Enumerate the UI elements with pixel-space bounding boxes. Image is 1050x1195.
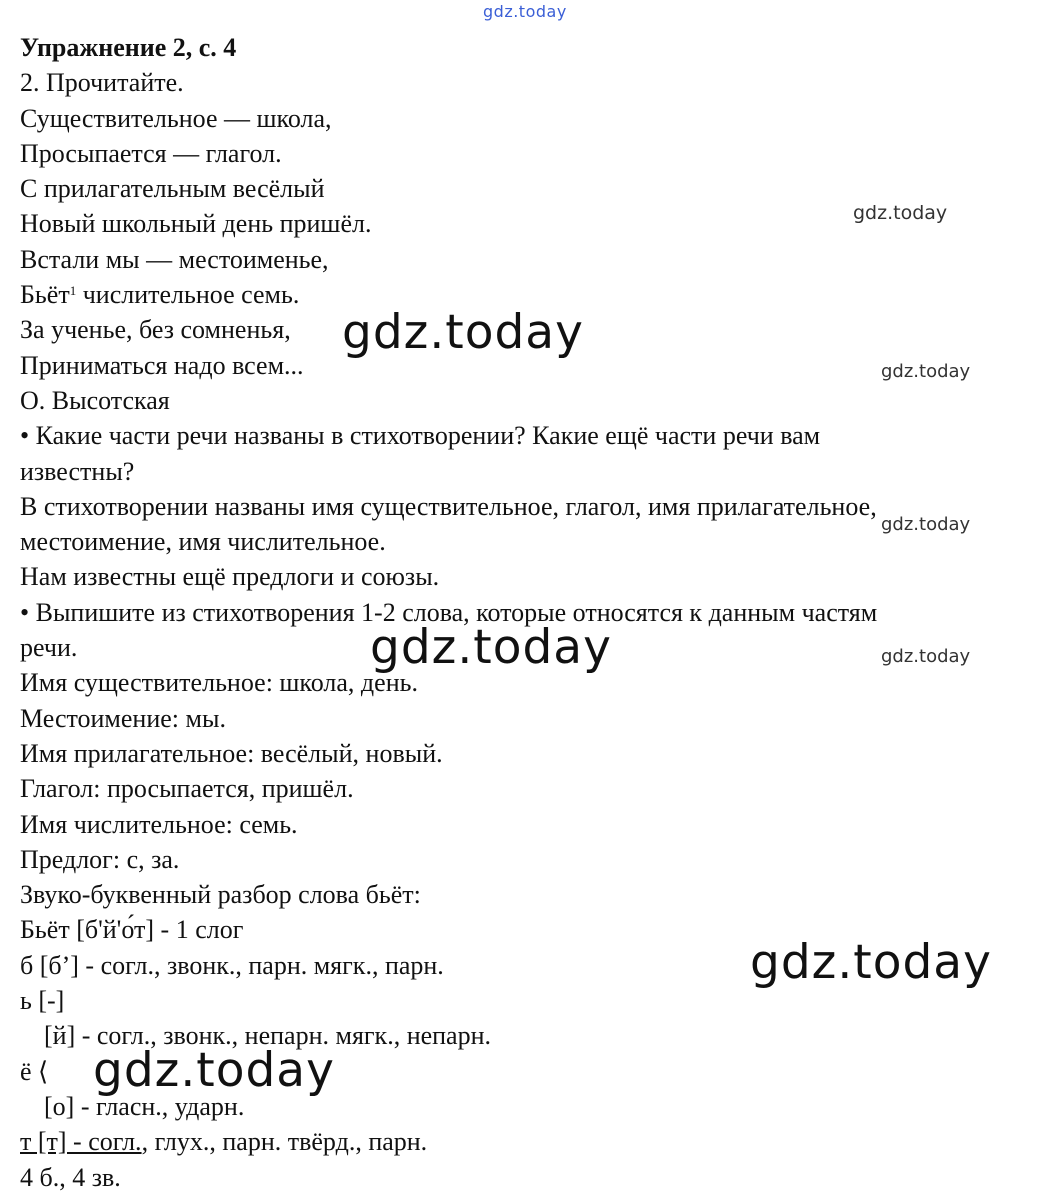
- poem-line: За ученье, без сомненья,: [20, 315, 291, 345]
- analysis-sound: [й] - согл., звонк., непарн. мягк., непарн.: [44, 1021, 492, 1051]
- exercise-content: [20, 30, 1040, 1195]
- question-text: речи.: [20, 633, 78, 663]
- watermark: gdz.today: [881, 646, 971, 667]
- watermark: gdz.today: [853, 202, 948, 224]
- poem-word: Бьёт: [20, 280, 70, 310]
- watermark: gdz.today: [881, 361, 971, 382]
- answer-text: Нам известны ещё предлоги и союзы.: [20, 562, 440, 592]
- watermark-top: gdz.today: [483, 2, 567, 21]
- poem-line-rest: числительное семь.: [76, 280, 300, 310]
- watermark: gdz.today: [750, 935, 992, 990]
- poem: [20, 101, 1040, 419]
- answer-text: местоимение, имя числительное.: [20, 527, 386, 557]
- analysis-heading: Звуко-буквенный разбор слова бьёт:: [20, 880, 421, 910]
- poem-line: Встали мы — местоименье,: [20, 244, 329, 274]
- answer-noun: Имя существительное: школа, день.: [20, 668, 418, 698]
- question-text: известны?: [20, 456, 135, 486]
- analysis-letter: ь [-]: [20, 986, 65, 1016]
- analysis-letter: б [б’] - согл., звонк., парн. мягк., парн.: [20, 950, 444, 980]
- poem-line: Просыпается — глагол.: [20, 138, 282, 168]
- answer-verb: Глагол: просыпается, пришёл.: [20, 774, 354, 804]
- answer-preposition: Предлог: с, за.: [20, 844, 180, 874]
- poem-line: С прилагательным весёлый: [20, 174, 325, 204]
- analysis-letter: [20, 1124, 1040, 1159]
- analysis-word: Бьёт [б'й'о́т] - 1 слог: [20, 915, 244, 945]
- task-instruction: 2. Прочитайте.: [20, 68, 184, 98]
- watermark: gdz.today: [881, 514, 971, 535]
- watermark: gdz.today: [93, 1043, 335, 1098]
- answer-pronoun: Местоимение: мы.: [20, 703, 226, 733]
- phonetic-analysis: [20, 877, 1040, 1195]
- question-text: • Какие части речи названы в стихотворении? Какие ещё части речи вам: [20, 421, 821, 451]
- footnote-marker: 1: [69, 283, 77, 299]
- question-text: • Выпишите из стихотворения 1-2 слова, которые относятся к данным частям: [20, 597, 878, 627]
- answer-numeral: Имя числительное: семь.: [20, 809, 298, 839]
- exercise-title: Упражнение 2, с. 4: [20, 33, 237, 62]
- analysis-sound: [о] - гласн., ударн.: [44, 1091, 245, 1121]
- question-2: [20, 595, 1040, 877]
- poem-line: Новый школьный день пришёл.: [20, 209, 372, 239]
- poem-author: О. Высотская: [20, 385, 170, 415]
- analysis-total: 4 б., 4 зв.: [20, 1162, 121, 1192]
- watermark: gdz.today: [370, 620, 612, 675]
- analysis-underlined: т [т] - согл.: [20, 1127, 142, 1157]
- question-1: [20, 418, 1040, 594]
- watermark: gdz.today: [342, 305, 584, 360]
- poem-line: Существительное — школа,: [20, 103, 332, 133]
- answer-text: В стихотворении названы имя существительное, глагол, имя прилагательное,: [20, 491, 877, 521]
- answer-adjective: Имя прилагательное: весёлый, новый.: [20, 738, 443, 768]
- poem-line: Приниматься надо всем...: [20, 350, 304, 380]
- analysis-letter: ё ⟨: [20, 1056, 49, 1086]
- poem-line: [20, 277, 1040, 312]
- analysis-rest: , глух., парн. твёрд., парн.: [141, 1127, 428, 1157]
